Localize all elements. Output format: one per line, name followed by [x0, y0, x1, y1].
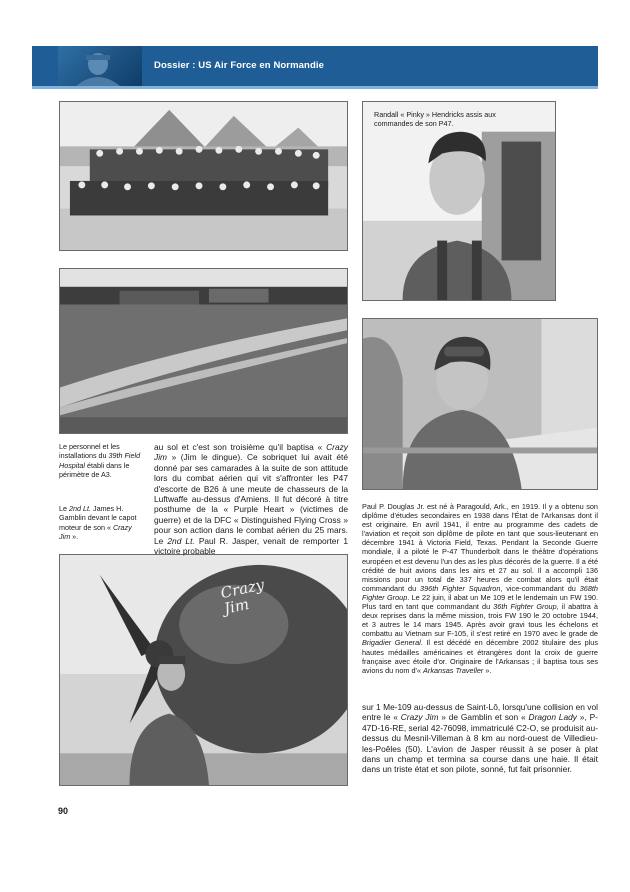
photo-paul-douglas [362, 318, 598, 490]
header-strip [32, 86, 598, 89]
bio-paul-douglas: Paul P. Douglas Jr. est né à Paragould, Ark., en 1919. Il y a obtenu son diplôme d'études secondaires en 1938 dans l'État de l'Arkansas dont il est originaire. En avril 1941, il entre au programme des cadets de l'aviation et reçoit son diplôme de pilote en tant que sous-lieutenant en décembre 1941 à Victoria Field, Texas. Pendant la Seconde Guerre mondiale, il a piloté le P-47 Thunderbolt dans le théâtre d'opérations européen et est devenu l'un des as les plus décorés de la guerre. Il a été crédité de huit avions dans les airs et 27 au sol. Il a accompli 136 missions pour un total de 337 heures de combat alors qu'il était commandant du 396th Fighter Squadron, vice-commandant du 368th Fighter Group. Le 22 juin, il abat un Me 109 et le lendemain un FW 190. Plus tard en tant que commandant du 36th Fighter Group, il abattra à deux reprises dans la même mission, trois FW 190 le 20 octobre 1944, et 3 autres le 14 mars 1945. Après avoir gravi tous les échelons et combattu au Vietnam sur F-105, il s'est retiré en 1970 avec le grade de Brigadier General. Il est décédé en décembre 2002 titulaire des plus hautes médailles américaines et étrangères dont la croix de guerre française avec étoile d'or. Originaire de l'Arkansas ; il baptisa tous ses avions du nom d'« Arkansas Traveller ». [362, 502, 598, 675]
caption-pinky: Randall « Pinky » Hendricks assis aux commandes de son P47. [374, 110, 496, 129]
section-title: Dossier : US Air Force en Normandie [154, 60, 324, 71]
photo-gamblin-crazy-jim [59, 554, 348, 786]
photo-hospital-personnel [59, 101, 348, 251]
article-column-b: sur 1 Me-109 au-dessus de Saint-Lô, lorsqu'une collision en vol entre le « Crazy Jim » de Gamblin et son « Dragon Lady », P-47D-16-RE, serial 42-76098, immatriculé C2-O, se produisit au-dessus du Mesnil-Villeman à 8 km au nord-ouest de Villedieu-les-Poêles (50). L'avion de Jasper réussit à se poser à plat dans un champ et termina sa course dans une haie. Il était dans un triste état et son pilote, sonné, fut fait prisonnier. [362, 702, 598, 775]
page-number: 90 [58, 806, 69, 816]
photo-pinky-hendricks [362, 101, 556, 301]
caption-gamblin: Le 2nd Lt. James H. Gamblin devant le capot moteur de son « Crazy Jim ». [59, 504, 137, 541]
header-pilot-thumbnail [58, 46, 142, 86]
caption-personnel: Le personnel et les installations du 39th Field Hospital établi dans le périmètre de A3. [59, 442, 141, 479]
photo-field-road [59, 268, 348, 434]
nose-art-crazy-jim: Crazy Jim [219, 575, 266, 618]
article-column-a: au sol et c'est son troisième qu'il baptisa « Crazy Jim » (Jim le dingue). Ce sobriquet lui avait été donné par ses camarades à la suite de son attitude lors du combat aérien qui vit s'affronter les P47 d'escorte de B26 à une meute de chasseurs de la Luftwaffe au-dessus d'Amiens. Il fut décoré à titre posthume de la « Purple Heart » (victimes de guerre) et de la DFC « Distinguished Flying Cross » pour son action dans le combat aérien du 25 mars. Le 2nd Lt. Paul R. Jasper, venait de remporter 1 victoire probable [154, 442, 348, 557]
